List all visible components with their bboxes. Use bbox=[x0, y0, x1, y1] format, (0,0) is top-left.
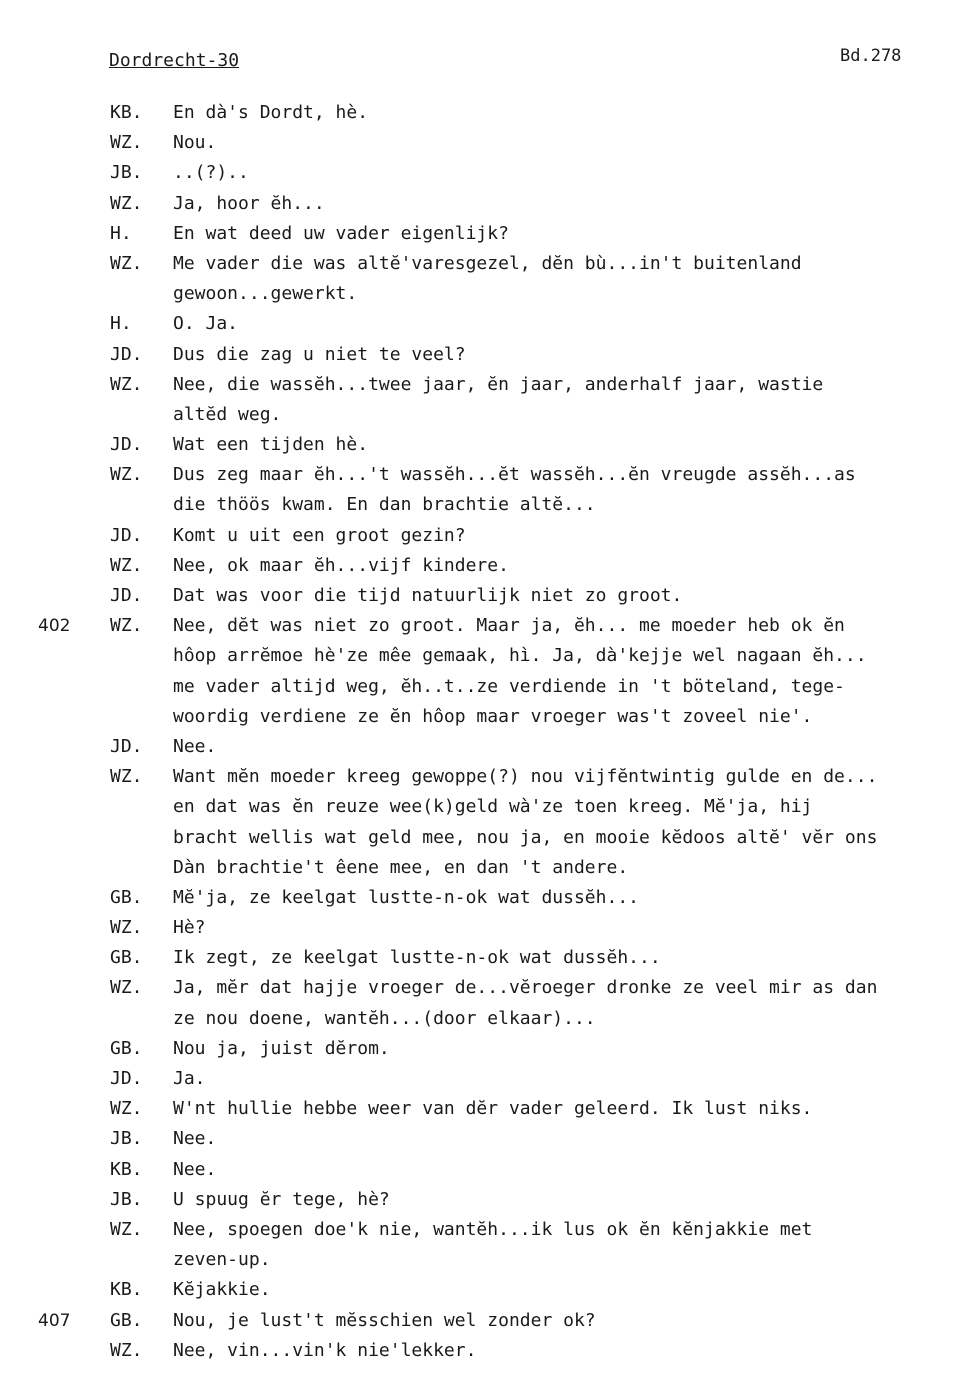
utterance-text: Dat was voor die tijd natuurlijk niet zo groot. bbox=[173, 585, 683, 606]
speaker-label: WZ. bbox=[110, 917, 143, 939]
utterance-text: Ja, mĕr dat hajje vroeger de...vĕroeger dronke ze veel mir as dan bbox=[173, 977, 878, 999]
transcript-line bbox=[0, 400, 979, 430]
speaker-label: JD. bbox=[110, 585, 143, 606]
speaker-label: JD. bbox=[110, 524, 143, 546]
transcript-line bbox=[0, 1275, 979, 1305]
speaker-label: WZ. bbox=[110, 1218, 143, 1240]
speaker-label: KB. bbox=[110, 1279, 143, 1301]
transcript-line bbox=[0, 762, 979, 792]
speaker-label: GB. bbox=[110, 1309, 143, 1331]
utterance-text: O. Ja. bbox=[173, 313, 239, 335]
utterance-text: En wat deed uw vader eigenlijk? bbox=[173, 222, 509, 244]
transcript-line bbox=[0, 279, 979, 309]
transcript-line bbox=[0, 1336, 979, 1366]
transcript-line bbox=[0, 551, 979, 581]
page-reference: Bd.278 bbox=[840, 46, 902, 66]
utterance-text: Nou ja, juist dĕrom. bbox=[173, 1037, 390, 1059]
speaker-label: JB. bbox=[110, 162, 143, 184]
utterance-text: Wat een tijden hè. bbox=[173, 434, 369, 456]
utterance-text: Mĕ'ja, ze keelgat lustte-n-ok wat dussĕh... bbox=[173, 886, 639, 908]
utterance-text: Nee. bbox=[173, 735, 217, 757]
utterance-text: ze nou doene, wantĕh...(door elkaar)... bbox=[173, 1007, 596, 1029]
speaker-label: GB. bbox=[110, 1037, 143, 1059]
transcript-line bbox=[0, 883, 979, 913]
utterance-text: Me vader die was altĕ'varesgezel, dĕn bù...in't buitenland bbox=[173, 252, 802, 274]
utterance-text: Ja, hoor ĕh... bbox=[173, 192, 325, 214]
transcript-line bbox=[0, 853, 979, 883]
speaker-label: WZ. bbox=[110, 554, 143, 576]
speaker-label: WZ. bbox=[110, 373, 143, 395]
utterance-text: Nee, vin...vin'k nie'lekker. bbox=[173, 1339, 477, 1361]
utterance-text: die thöös kwam. En dan brachtie altĕ... bbox=[173, 494, 596, 516]
speaker-label: KB. bbox=[110, 1158, 143, 1180]
transcript-line bbox=[0, 370, 979, 400]
line-number: 407 bbox=[38, 1310, 71, 1331]
utterance-text: Nee, spoegen doe'k nie, wantĕh...ik lus ok ĕn kĕnjakkie met bbox=[173, 1218, 813, 1240]
transcript-line bbox=[0, 490, 979, 520]
speaker-label: JD. bbox=[110, 1068, 143, 1089]
transcript-line bbox=[0, 1185, 979, 1215]
utterance-text: ..(?).. bbox=[173, 162, 249, 184]
document-title: Dordrecht-30 bbox=[109, 50, 240, 71]
transcript-line bbox=[0, 943, 979, 973]
speaker-label: WZ. bbox=[110, 766, 143, 788]
utterance-text: Nou. bbox=[173, 132, 217, 154]
transcript-line bbox=[0, 641, 979, 671]
utterance-text: woordig verdiene ze ĕn hôop maar vroeger was't zoveel nie'. bbox=[173, 705, 813, 727]
utterance-text: Ik zegt, ze keelgat lustte-n-ok wat dussĕh... bbox=[173, 947, 661, 969]
transcript-line bbox=[0, 98, 979, 128]
utterance-text: Nee. bbox=[173, 1158, 217, 1180]
speaker-label: JD. bbox=[110, 434, 143, 456]
transcript-line bbox=[0, 521, 979, 551]
transcript-line bbox=[0, 611, 979, 641]
utterance-text: Want mĕn moeder kreeg gewoppe(?) nou vijfĕntwintig gulde en de... bbox=[173, 766, 878, 788]
utterance-text: W'nt hullie hebbe weer van dĕr vader geleerd. Ik lust niks. bbox=[173, 1098, 813, 1120]
transcript-line bbox=[0, 158, 979, 188]
transcript-line bbox=[0, 1064, 979, 1094]
transcript-line bbox=[0, 672, 979, 702]
utterance-text: Nee. bbox=[173, 1128, 217, 1150]
utterance-text: Nee, dĕt was niet zo groot. Maar ja, ĕh... me moeder heb ok ĕn bbox=[173, 615, 845, 637]
speaker-label: H. bbox=[110, 222, 132, 244]
transcript-line bbox=[0, 823, 979, 853]
transcript-line bbox=[0, 973, 979, 1003]
transcript-line bbox=[0, 1004, 979, 1034]
utterance-text: Nee, ok maar ĕh...vijf kindere. bbox=[173, 554, 509, 576]
speaker-label: H. bbox=[110, 313, 132, 335]
transcript-line bbox=[0, 460, 979, 490]
transcript-line bbox=[0, 309, 979, 339]
utterance-text: Ja. bbox=[173, 1068, 206, 1089]
speaker-label: JB. bbox=[110, 1128, 143, 1150]
utterance-text: zeven-up. bbox=[173, 1249, 271, 1271]
utterance-text: U spuug ĕr tege, hè? bbox=[173, 1188, 390, 1210]
speaker-label: WZ. bbox=[110, 132, 143, 154]
speaker-label: WZ. bbox=[110, 252, 143, 274]
utterance-text: Nee, die wassĕh...twee jaar, ĕn jaar, anderhalf jaar, wastie bbox=[173, 373, 824, 395]
transcript-line bbox=[0, 792, 979, 822]
utterance-text: en dat was ĕn reuze wee(k)geld wà'ze toen kreeg. Mĕ'ja, hij bbox=[173, 796, 813, 818]
transcript-line bbox=[0, 1124, 979, 1154]
speaker-label: GB. bbox=[110, 947, 143, 969]
transcript-line bbox=[0, 219, 979, 249]
transcript-line bbox=[0, 732, 979, 762]
speaker-label: WZ. bbox=[110, 464, 143, 486]
transcript-line bbox=[0, 128, 979, 158]
utterance-text: gewoon...gewerkt. bbox=[173, 283, 358, 305]
transcript-line bbox=[0, 189, 979, 219]
speaker-label: WZ. bbox=[110, 615, 143, 637]
utterance-text: altĕd weg. bbox=[173, 403, 282, 425]
transcript-line bbox=[0, 249, 979, 279]
speaker-label: WZ. bbox=[110, 977, 143, 999]
transcript-line bbox=[0, 1306, 979, 1336]
speaker-label: WZ. bbox=[110, 1098, 143, 1120]
utterance-text: Dus die zag u niet te veel? bbox=[173, 343, 466, 365]
utterance-text: bracht wellis wat geld mee, nou ja, en mooie kĕdoos altĕ' vĕr ons bbox=[173, 826, 878, 848]
transcript-line bbox=[0, 1245, 979, 1275]
speaker-label: JB. bbox=[110, 1188, 143, 1210]
speaker-label: JD. bbox=[110, 735, 143, 757]
utterance-text: Komt u uit een groot gezin? bbox=[173, 524, 466, 546]
transcript-line bbox=[0, 581, 979, 611]
transcript-line bbox=[0, 913, 979, 943]
speaker-label: GB. bbox=[110, 886, 143, 908]
transcript-line bbox=[0, 1034, 979, 1064]
utterance-text: Dus zeg maar ĕh...'t wassĕh...ĕt wassĕh...ĕn vreugde assĕh...as bbox=[173, 464, 856, 486]
utterance-text: Kĕjakkie. bbox=[173, 1279, 271, 1301]
transcript-line bbox=[0, 340, 979, 370]
speaker-label: JD. bbox=[110, 343, 143, 365]
utterance-text: me vader altijd weg, ĕh..t..ze verdiende in 't böteland, tege- bbox=[173, 675, 845, 697]
utterance-text: En dà's Dordt, hè. bbox=[173, 102, 369, 123]
transcript-line bbox=[0, 1215, 979, 1245]
line-number: 402 bbox=[38, 616, 71, 637]
transcript-body bbox=[0, 98, 979, 1366]
transcript-line bbox=[0, 1094, 979, 1124]
speaker-label: WZ. bbox=[110, 1339, 143, 1361]
speaker-label: WZ. bbox=[110, 192, 143, 214]
utterance-text: Dàn brachtie't êene mee, en dan 't andere. bbox=[173, 856, 629, 878]
transcript-line bbox=[0, 702, 979, 732]
transcript-line bbox=[0, 430, 979, 460]
transcript-line bbox=[0, 1155, 979, 1185]
utterance-text: Hè? bbox=[173, 917, 206, 939]
utterance-text: hôop arrĕmoe hè'ze mêe gemaak, hì. Ja, dà'kejje wel nagaan ĕh... bbox=[173, 645, 867, 667]
speaker-label: KB. bbox=[110, 102, 143, 123]
utterance-text: Nou, je lust't mĕsschien wel zonder ok? bbox=[173, 1309, 596, 1331]
